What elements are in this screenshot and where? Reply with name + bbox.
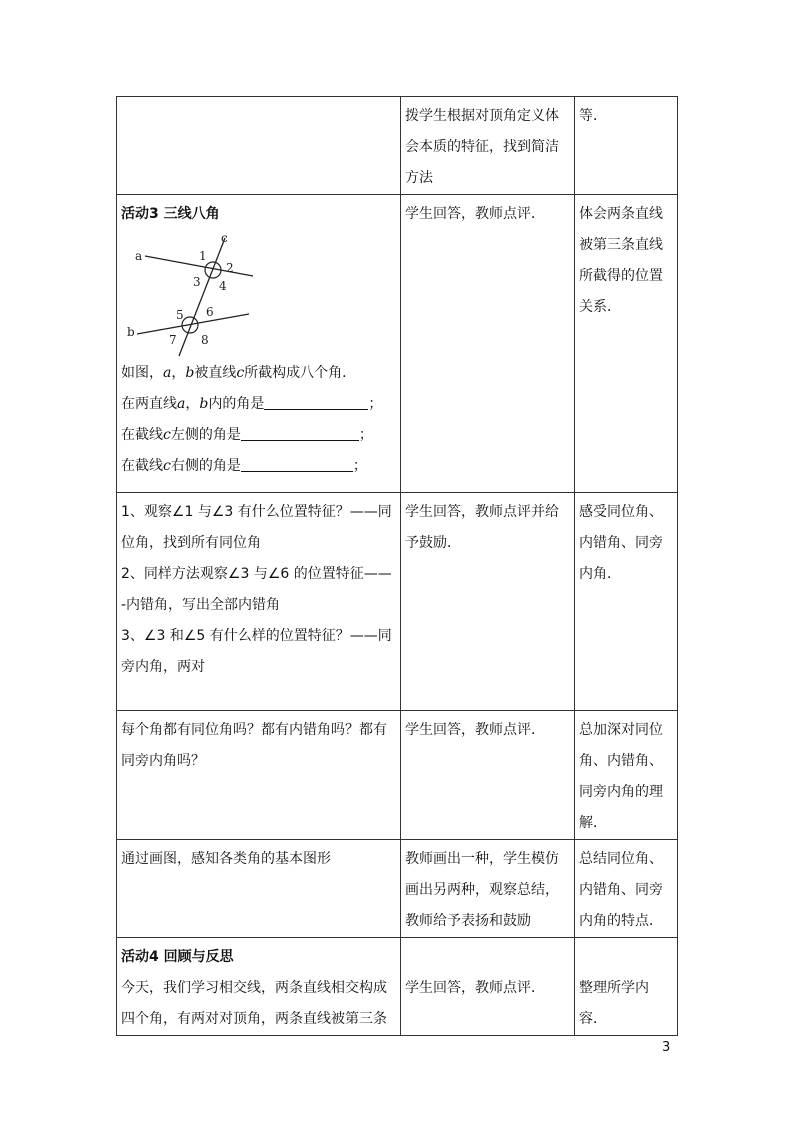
text-line: 内错角、同旁 xyxy=(579,535,663,551)
text-line: 3、∠3 和∠5 有什么样的位置特征？——同 xyxy=(121,628,392,644)
text-line: 角、内错角、 xyxy=(579,753,663,769)
activity-title: 活动3 三线八角 xyxy=(121,206,220,222)
row2-col1 xyxy=(117,195,401,493)
text-fragment: ； xyxy=(358,427,373,443)
text-line: 解． xyxy=(579,815,607,831)
var-a: a xyxy=(163,365,172,381)
row5-col3 xyxy=(575,840,678,938)
angle-label-7: 7 xyxy=(169,333,177,347)
text-line: 体会两条直线 xyxy=(579,206,663,222)
label-b: b xyxy=(127,325,135,339)
angle-label-8: 8 xyxy=(201,333,209,347)
text-fragment: ， xyxy=(171,365,186,381)
text-line: 每个角都有同位角吗？都有内错角吗？都有 xyxy=(121,722,387,738)
row4-col2 xyxy=(401,711,575,840)
answer-blank xyxy=(241,424,359,441)
page-number: 3 xyxy=(662,1040,671,1055)
text-line: 拨学生根据对顶角定义体 xyxy=(405,108,559,124)
answer-blank xyxy=(241,455,353,472)
text-fragment: ； xyxy=(352,458,367,474)
row5-col2 xyxy=(401,840,575,938)
row2-col3 xyxy=(575,195,678,493)
lesson-plan-table xyxy=(116,96,678,1036)
row1-col3 xyxy=(575,97,678,195)
text-line: 被第三条直线 xyxy=(579,237,663,253)
row2-col2 xyxy=(401,195,575,493)
table-row xyxy=(117,97,678,195)
text-line: 方法 xyxy=(405,170,433,186)
angle-label-6: 6 xyxy=(206,305,214,319)
text-line: 同旁内角的理 xyxy=(579,784,663,800)
text-line: 同旁内角吗？ xyxy=(121,753,205,769)
text-line: 学生回答，教师点评并给 xyxy=(405,504,559,520)
var-c: c xyxy=(163,427,171,443)
answer-blank xyxy=(264,393,368,410)
text-line: 2、同样方法观察∠3 与∠6 的位置特征—— xyxy=(121,566,392,582)
fill-blank-line xyxy=(121,389,396,420)
fill-blank-line xyxy=(121,451,396,482)
row3-col3 xyxy=(575,493,678,711)
text-line: 通过画图，感知各类角的基本图形 xyxy=(121,851,331,867)
text-line: 旁内角，两对 xyxy=(121,659,205,675)
var-b: b xyxy=(199,396,209,412)
text-line xyxy=(121,358,396,389)
text-fragment: 右侧的角是 xyxy=(170,458,241,474)
row4-col3 xyxy=(575,711,678,840)
text-line: 整理所学内 xyxy=(579,980,649,996)
text-line: 内角的特点． xyxy=(579,913,663,929)
text-line: 今天，我们学习相交线，两条直线相交构成 xyxy=(121,980,387,996)
var-b: b xyxy=(185,365,195,381)
angle-label-1: 1 xyxy=(199,249,207,263)
label-c: c xyxy=(221,231,228,245)
text-line: -内错角，写出全部内错角 xyxy=(121,597,281,613)
label-a: a xyxy=(135,249,143,263)
text-fragment: 内的角是 xyxy=(208,396,265,412)
row6-col1 xyxy=(117,938,401,1036)
table-row xyxy=(117,195,678,493)
text-fragment: ； xyxy=(368,396,383,412)
text-line: 学生回答，教师点评． xyxy=(405,206,545,222)
text-line: 学生回答，教师点评． xyxy=(405,722,545,738)
text-line: 内错角、同旁 xyxy=(579,882,663,898)
text-line: 1、观察∠1 与∠3 有什么位置特征？——同 xyxy=(121,504,392,520)
row1-col2 xyxy=(401,97,575,195)
text-line: 教师给予表扬和鼓励 xyxy=(405,913,531,929)
var-a: a xyxy=(177,396,186,412)
text-fragment: ， xyxy=(185,396,200,412)
activity-title: 活动4 回顾与反思 xyxy=(121,949,234,965)
text-fragment: 左侧的角是 xyxy=(170,427,241,443)
text-line: 总结同位角、 xyxy=(579,851,663,867)
text-line: 学生回答，教师点评． xyxy=(405,980,545,996)
text-line: 教师画出一种，学生模仿 xyxy=(405,851,559,867)
text-line: 感受同位角、 xyxy=(579,504,663,520)
text-line: 位角，找到所有同位角 xyxy=(121,535,261,551)
text-line: 总加深对同位 xyxy=(579,722,663,738)
text-line: 会本质的特征，找到简洁 xyxy=(405,139,559,155)
var-c: c xyxy=(163,458,171,474)
table-row xyxy=(117,938,678,1036)
text-fragment: 被直线 xyxy=(194,365,237,381)
var-c: c xyxy=(236,365,245,381)
text-line: 等． xyxy=(579,108,607,124)
angle-label-3: 3 xyxy=(193,275,201,289)
text-line: 予鼓励． xyxy=(405,535,461,551)
row5-col1 xyxy=(117,840,401,938)
row6-col3 xyxy=(575,938,678,1036)
table-row xyxy=(117,711,678,840)
text-line: 内角． xyxy=(579,566,621,582)
three-lines-eight-angles-figure xyxy=(123,230,263,358)
row3-col2 xyxy=(401,493,575,711)
text-line: 所截得的位置 xyxy=(579,268,663,284)
text-fragment: 如图， xyxy=(121,365,163,381)
fill-blank-line xyxy=(121,420,396,451)
text-fragment: 在两直线 xyxy=(121,396,177,412)
text-fragment: 在截线 xyxy=(121,458,163,474)
table-row xyxy=(117,840,678,938)
row4-col1 xyxy=(117,711,401,840)
text-fragment: 在截线 xyxy=(121,427,163,443)
angle-label-2: 2 xyxy=(226,261,234,275)
angle-label-5: 5 xyxy=(176,308,184,322)
row6-col2 xyxy=(401,938,575,1036)
text-line: 画出另两种，观察总结， xyxy=(405,882,559,898)
row3-col1 xyxy=(117,493,401,711)
text-line: 容． xyxy=(579,1011,607,1027)
text-line: 关系． xyxy=(579,299,621,315)
text-line: 四个角，有两对对顶角，两条直线被第三条 xyxy=(121,1011,387,1027)
angle-label-4: 4 xyxy=(219,279,227,293)
row1-col1 xyxy=(117,97,401,195)
table-row xyxy=(117,493,678,711)
text-fragment: 所截构成八个角． xyxy=(244,365,357,381)
